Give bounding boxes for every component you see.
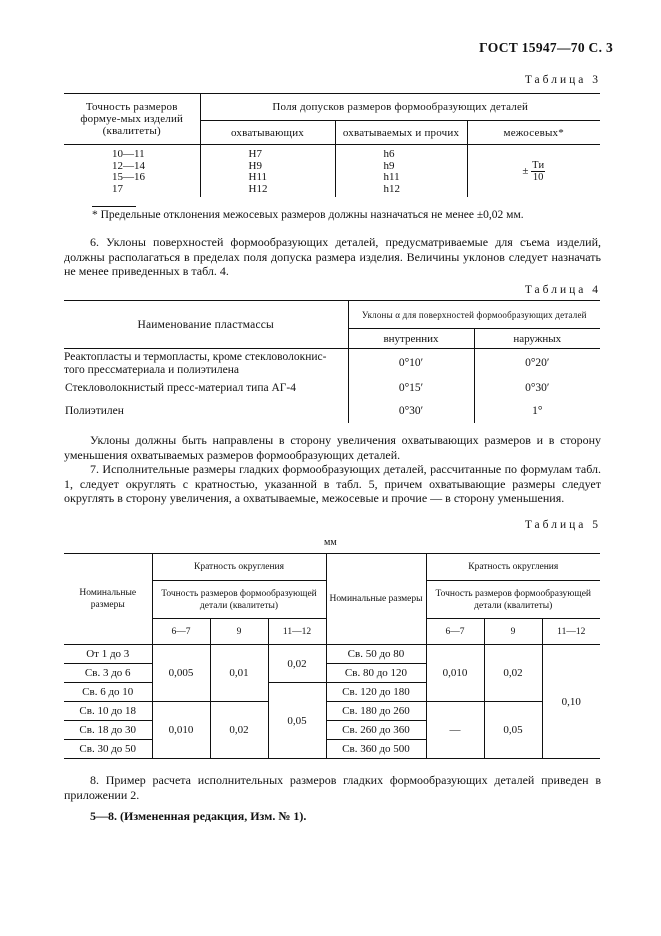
left-9-a: 0,01 [210, 645, 268, 702]
row-name-line [64, 351, 348, 364]
size-right-6: Св. 360 до 500 [326, 740, 426, 759]
table-cell: 12—14 [112, 159, 145, 172]
table4-row3-outer: 1° [532, 405, 543, 417]
amendment-note: 5—8. (Измененная редакция, Изм. № 1). [90, 809, 307, 823]
grade-67-left: 6—7 [152, 619, 210, 645]
table4-group-header: Уклоны α для поверхностей формообразующих деталей [348, 301, 600, 329]
fraction-denominator: 10 [532, 171, 544, 183]
table4-row1-outer: 0°20′ [525, 357, 550, 369]
table-row [64, 349, 600, 378]
footnote: * Предельные отклонения межосевых размеров должны назначаться не менее ±0,02 мм. [92, 209, 524, 221]
fraction [531, 160, 545, 183]
right-9-a: 0,02 [484, 645, 542, 702]
table-cell: h12 [383, 182, 400, 195]
table-row [64, 702, 600, 721]
paragraph-text: 6. Уклоны поверхностей формообразующих деталей, предусматриваемые для съема изделий, должны располагаться в пределах поля допуска размера изделия. Величины уклонов следует назначать не менее приведенных в табл. 4. [64, 235, 601, 278]
size-left-1: От 1 до 3 [64, 645, 152, 664]
size-right-3: Св. 120 до 180 [326, 683, 426, 702]
row-name-line: того прессматериала и полиэтилена [64, 364, 240, 376]
size-right-1: Св. 50 до 80 [326, 645, 426, 664]
table3-col-center: межосевых* [467, 121, 600, 145]
table4-row3-name: Полиэтилен [64, 399, 348, 423]
paragraph-7 [64, 462, 601, 506]
row-name-text: Реактопласты и термопласты, кроме стекловолокнис- [64, 351, 327, 363]
left-67-a: 0,005 [152, 645, 210, 702]
table3-col-accuracy: Точность размеров формуе-мых изделий (квалитеты) [64, 94, 200, 145]
table-cell: 10—11 [112, 148, 145, 160]
table3-col-covering: охватывающих [200, 121, 335, 145]
table5-col-nominal-right: Номинальные размеры [326, 554, 426, 645]
table4-col-inner: внутренних [348, 329, 474, 349]
table4-row2-inner: 0°15′ [348, 377, 474, 399]
table3 [64, 93, 600, 197]
paragraph-slopes [64, 433, 601, 462]
paragraph-6 [64, 235, 601, 279]
size-left-5: Св. 18 до 30 [64, 721, 152, 740]
table3-covered-cell [335, 145, 467, 198]
table5-col-nominal-left: Номинальные размеры [64, 554, 152, 645]
right-1112: 0,10 [542, 645, 600, 759]
table-row [64, 399, 600, 423]
table3-caption: Таблица 3 [524, 74, 601, 86]
paragraph-text: Уклоны должны быть направлены в сторону увеличения охватывающих размеров и в сторону уменьшения охватываемых размеров формообразующих деталей. [64, 433, 601, 462]
table3-accuracy-cell [64, 145, 200, 198]
document-header: ГОСТ 15947—70 С. 3 [479, 40, 613, 55]
grade-67-right: 6—7 [426, 619, 484, 645]
table3-covering-cell [200, 145, 335, 198]
table3-col-covered: охватываемых и прочих [335, 121, 467, 145]
right-67-b: — [426, 702, 484, 759]
left-9-b: 0,02 [210, 702, 268, 759]
table-cell: h9 [383, 159, 395, 172]
right-67-a: 0,010 [426, 645, 484, 702]
table-cell: H11 [248, 171, 268, 183]
paragraph-text: 8. Пример расчета исполнительных размеров гладких формообразующих деталей приведен в приложении 2. [64, 773, 601, 802]
table5-unit: мм [324, 537, 337, 548]
table4-col-name: Наименование пластмассы [64, 301, 348, 349]
table-cell: 17 [112, 182, 123, 195]
size-right-5: Св. 260 до 360 [326, 721, 426, 740]
fraction-numerator: Tи [532, 159, 545, 171]
table5-accuracy-header-right: Точность размеров формообразующей детали (квалитеты) [426, 581, 600, 619]
table-cell: h6 [383, 148, 395, 160]
left-1112-a: 0,02 [268, 645, 326, 683]
left-1112-b: 0,05 [268, 683, 326, 759]
paragraph-8 [64, 773, 601, 802]
size-right-4: Св. 180 до 260 [326, 702, 426, 721]
table-cell: H9 [248, 159, 262, 172]
right-9-b: 0,05 [484, 702, 542, 759]
table-cell: 15—16 [112, 171, 145, 183]
table4-row2-name: Стекловолокнистый пресс-материал типа АГ-4 [64, 377, 348, 399]
grade-1112-left: 11—12 [268, 619, 326, 645]
table3-center-cell [467, 145, 600, 198]
table4-row2-outer: 0°30′ [525, 382, 550, 394]
table5-accuracy-header-left: Точность размеров формообразующей детали (квалитеты) [152, 581, 326, 619]
table-row [64, 377, 600, 399]
table4-caption: Таблица 4 [524, 284, 601, 296]
table-cell: h11 [383, 171, 400, 183]
grade-1112-right: 11—12 [542, 619, 600, 645]
size-left-3: Св. 6 до 10 [64, 683, 152, 702]
table4-row1-name [64, 349, 348, 378]
grade-9-right: 9 [484, 619, 542, 645]
table3-group-header: Поля допусков размеров формообразующих деталей [200, 94, 600, 121]
grade-9-left: 9 [210, 619, 268, 645]
table4-row3-inner: 0°30′ [348, 399, 474, 423]
footnote-rule [92, 206, 136, 207]
size-left-4: Св. 10 до 18 [64, 702, 152, 721]
table-cell: H7 [248, 148, 262, 160]
left-67-b: 0,010 [152, 702, 210, 759]
table4-row1-inner: 0°10′ [348, 349, 474, 378]
table4-col-outer: наружных [474, 329, 600, 349]
table-row [64, 645, 600, 664]
size-left-6: Св. 30 до 50 [64, 740, 152, 759]
size-left-2: Св. 3 до 6 [64, 664, 152, 683]
paragraph-text: 7. Исполнительные размеры гладких формообразующих деталей, рассчитанные по формулам табл. 1, следует округлять с кратностью, указанной в табл. 5, причем охватывающие размеры следует округлять в сторону увеличения, а охватываемые, межосевые и прочие — в сторону уменьшения. [64, 462, 601, 505]
table5 [64, 553, 600, 759]
table5-rounding-header-right: Кратность округления [426, 554, 600, 581]
table-cell: H12 [248, 182, 268, 195]
plus-minus: ± [522, 164, 529, 177]
table5-caption: Таблица 5 [524, 519, 601, 531]
table4 [64, 300, 600, 423]
table5-rounding-header-left: Кратность округления [152, 554, 326, 581]
size-right-2: Св. 80 до 120 [326, 664, 426, 683]
